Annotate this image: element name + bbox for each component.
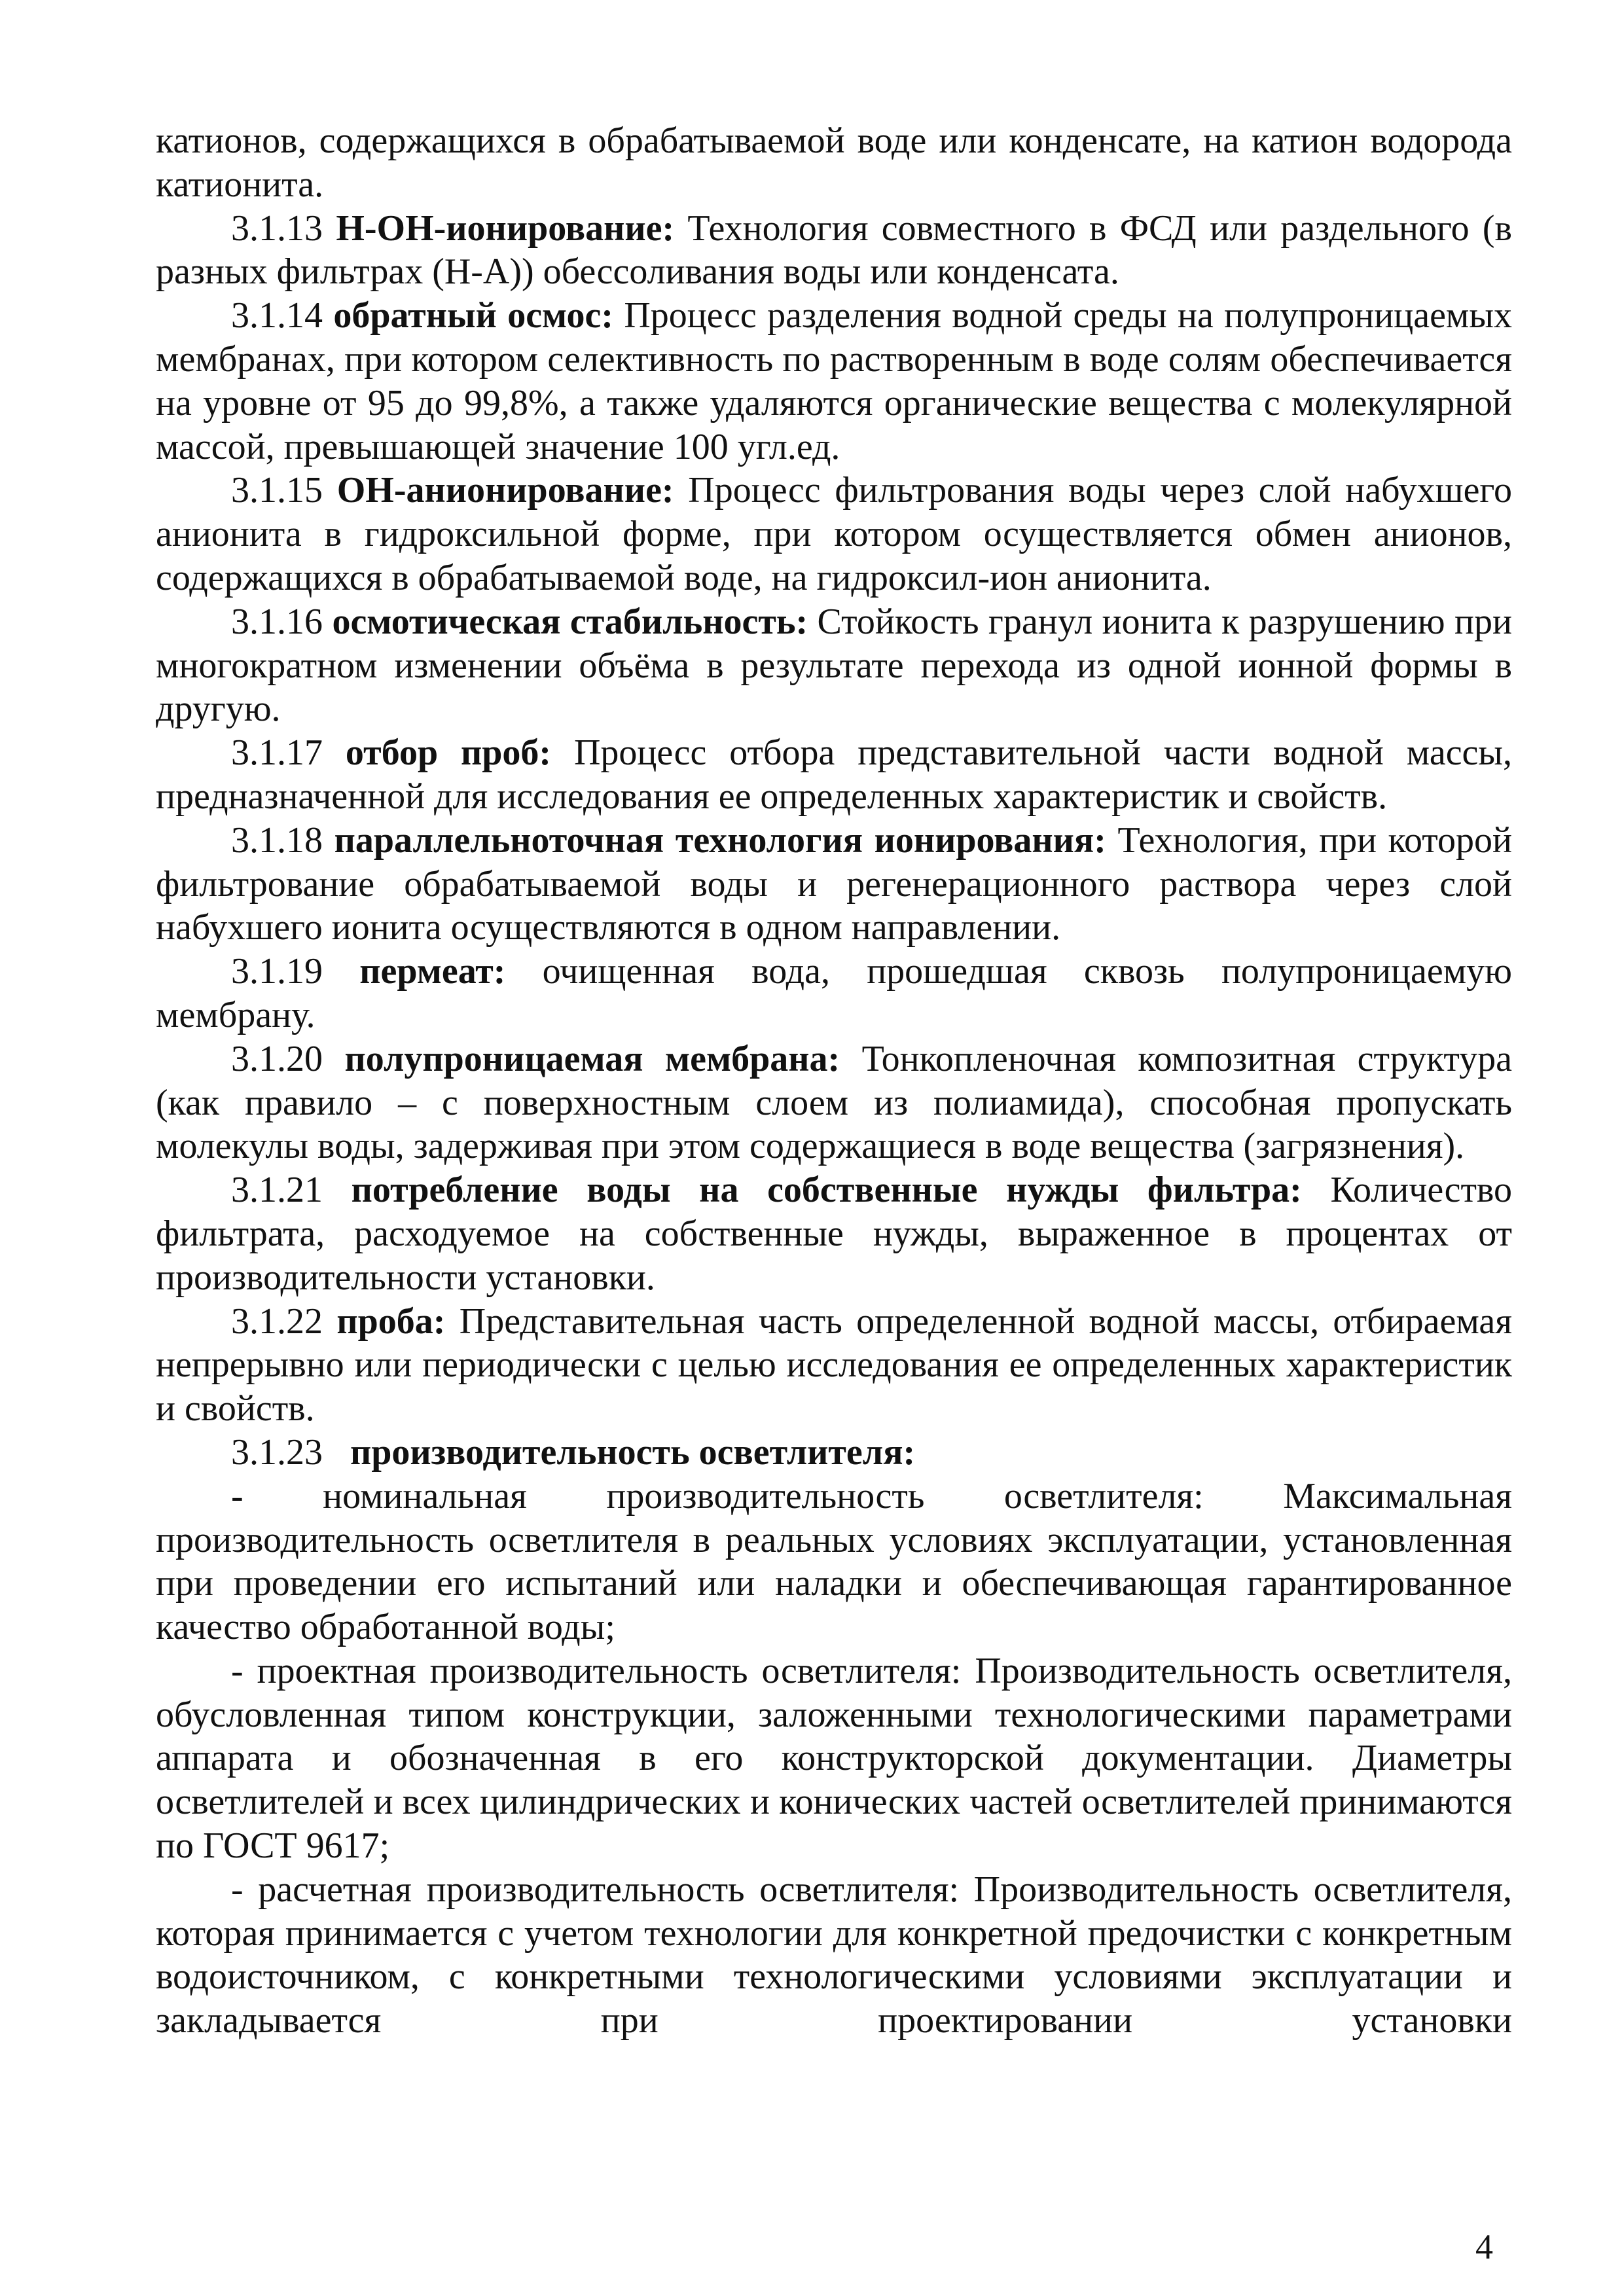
definition-text: Стойкость гранул ионита к разрушению при многократном изменении объёма в результате перехода из одной ионной формы в другую.	[156, 601, 1512, 730]
definition-number: 3.1.19	[231, 951, 360, 992]
definition-3-1-18	[156, 819, 1512, 950]
definition-3-1-21	[156, 1168, 1512, 1299]
definition-3-1-20	[156, 1037, 1512, 1168]
definition-term: Н-ОН-ионирование:	[336, 207, 675, 249]
definition-text: Процесс разделения водной среды на полупроницаемых мембранах, при котором селективность по растворенным в воде солям обеспечивается на уровне от 95 до 99,8%, а также удаляются органические вещества с молекулярной массой, превышающей значение 100 угл.ед.	[156, 295, 1512, 467]
definition-number: 3.1.15	[231, 470, 337, 511]
definition-term: осмотическая стабильность:	[332, 601, 808, 642]
definition-number: 3.1.17	[231, 732, 346, 774]
definition-number: 3.1.13	[231, 207, 336, 249]
definition-number: 3.1.22	[231, 1300, 337, 1342]
definition-term: пермеат:	[359, 951, 506, 992]
definition-term: отбор проб:	[345, 732, 552, 774]
definition-number: 3.1.20	[231, 1038, 345, 1079]
document-page	[156, 119, 1512, 2043]
definition-term: полупроницаемая мембрана:	[344, 1038, 840, 1079]
definition-3-1-14	[156, 294, 1512, 469]
definition-number: 3.1.18	[231, 819, 334, 861]
definition-number: 3.1.16	[231, 601, 333, 642]
sub-item-design-capacity: - проектная производительность осветлителя: Производительность осветлителя, обусловленная типом конструкции, заложенными технологическими параметрами аппарата и обозначенная в его конструкторской документации. Диаметры осветлителей и всех цилиндрических и конических частей осветлителей принимаются по ГОСТ 9617;	[156, 1650, 1512, 1867]
definition-number: 3.1.23	[231, 1431, 350, 1473]
definition-text: Тонкопленочная композитная структура (как правило – с поверхностным слоем из полиамида), способная пропускать молекулы воды, задерживая при этом содержащиеся в воде вещества (загрязнения).	[156, 1038, 1513, 1167]
definition-term: проба:	[336, 1300, 446, 1342]
definition-3-1-15	[156, 469, 1512, 600]
definition-text: Технология совместного в ФСД или раздельного (в разных фильтрах (Н-А)) обессоливания воды или конденсата.	[156, 207, 1513, 293]
definition-term: производительность осветлителя:	[350, 1431, 916, 1473]
definition-text: Технология, при которой фильтрование обрабатываемой воды и регенерационного раствора через слой набухшего ионита осуществляются в одном направлении.	[156, 819, 1513, 948]
page-number: 4	[1475, 2227, 1493, 2267]
definition-text: Процесс фильтрования воды через слой набухшего анионита в гидроксильной форме, при котором осуществляется обмен анионов, содержащихся в обрабатываемой воде, на гидроксил-ион анионита.	[156, 470, 1512, 598]
definition-term: потребление воды на собственные нужды фильтра:	[351, 1170, 1302, 1211]
intro-paragraph: катионов, содержащихся в обрабатываемой воде или конденсате, на катион водорода катионита.	[156, 120, 1512, 205]
definition-number: 3.1.21	[231, 1170, 352, 1211]
sub-item-nominal-capacity: - номинальная производительность осветлителя: Максимальная производительность осветлителя в реальных условиях эксплуатации, установленная при проведении его испытаний или наладки и обеспечивающая гарантированное качество обработанной воды;	[156, 1475, 1512, 1648]
definition-term: обратный осмос:	[333, 295, 613, 336]
sub-item-calculated-capacity: - расчетная производительность осветлителя: Производительность осветлителя, которая принимается с учетом технологии для конкретной предочистки с конкретным водоисточником, с конкретными технологическими условиями эксплуатации и закладывается при проектировании установки	[156, 1869, 1512, 2041]
definition-3-1-23	[156, 1431, 1512, 1475]
definition-term: параллельноточная технология ионирования:	[334, 819, 1106, 861]
definition-text: очищенная вода, прошедшая сквозь полупроницаемую мембрану.	[156, 951, 1513, 1035]
definition-3-1-16	[156, 600, 1512, 731]
definition-term: ОН-анионирование:	[336, 470, 674, 511]
definition-3-1-17	[156, 731, 1512, 819]
definition-3-1-22	[156, 1300, 1512, 1431]
definition-number: 3.1.14	[231, 295, 334, 336]
definition-text: Представительная часть определенной водной массы, отбираемая непрерывно или периодически с целью исследования ее определенных характеристик и свойств.	[156, 1300, 1512, 1429]
definition-3-1-13	[156, 207, 1512, 295]
definition-text: Количество фильтрата, расходуемое на собственные нужды, выраженное в процентах от производительности установки.	[156, 1170, 1512, 1298]
definition-3-1-19	[156, 950, 1512, 1037]
definition-text: Процесс отбора представительной части водной массы, предназначенной для исследования ее определенных характеристик и свойств.	[156, 732, 1513, 817]
